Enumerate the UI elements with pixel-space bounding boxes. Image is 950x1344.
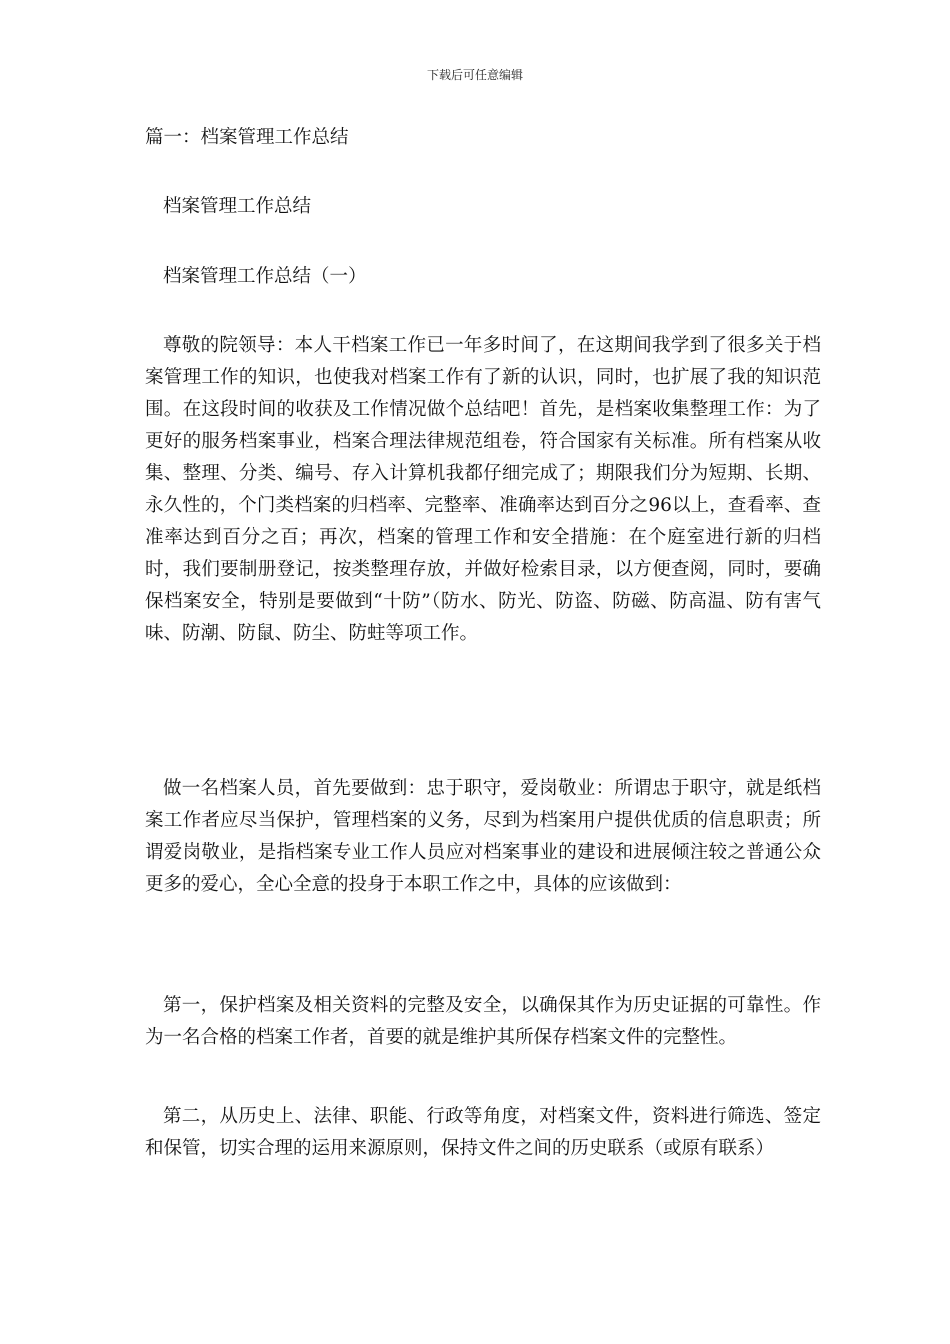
document-subtitle: 档案管理工作总结（一） — [163, 266, 367, 287]
paragraph-2: 做一名档案人员，首先要做到：忠于职守，爱岗敬业：所谓忠于职守，就是纸档案工作者应尽当保护，管理档案的义务，尽到为档案用户提供优质的信息职责；所谓爱岗敬业，是指档案专业工作人员应对档案事业的建设和进展倾注较之普通公众更多的爱心，全心全意的投身于本职工作之中，具体的应该做到： — [145, 778, 821, 895]
paragraph-1: 尊敬的院领导：本人干档案工作已一年多时间了，在这期间我学到了很多关于档案管理工作的知识，也使我对档案工作有了新的认识，同时，也扩展了我的知识范围。在这段时间的收获及工作情况做个总结吧！首先，是档案收集整理工作：为了更好的服务档案事业，档案合理法律规范组卷，符合国家有关标准。所有档案从收集、整理、分类、编号、存入计算机我都仔细完成了；期限我们分为短期、长期、永久性的，个门类档案的归档率、完整率、准确率达到百分之96以上，查看率、查准率达到百分之百；再次，档案的管理工作和安全措施：在个庭室进行新的归档时，我们要制册登记，按类整理存放，并做好检索目录，以方便查阅，同时，要确保档案安全，特别是要做到“十防”（防水、防光、防盗、防磁、防高温、防有害气味、防潮、防鼠、防尘、防蛀等项工作。 — [145, 335, 821, 644]
chapter-title: 篇一：档案管理工作总结 — [145, 127, 349, 148]
document-title: 档案管理工作总结 — [163, 196, 312, 217]
page-header: 下载后可任意编辑 — [426, 68, 523, 82]
paragraph-3: 第一，保护档案及相关资料的完整及安全，以确保其作为历史证据的可靠性。作为一名合格的档案工作者，首要的就是维护其所保存档案文件的完整性。 — [145, 995, 821, 1048]
paragraph-4: 第二，从历史上、法律、职能、行政等角度，对档案文件，资料进行筛选、签定和保管，切实合理的运用来源原则，保持文件之间的历史联系（或原有联系） — [145, 1106, 821, 1159]
